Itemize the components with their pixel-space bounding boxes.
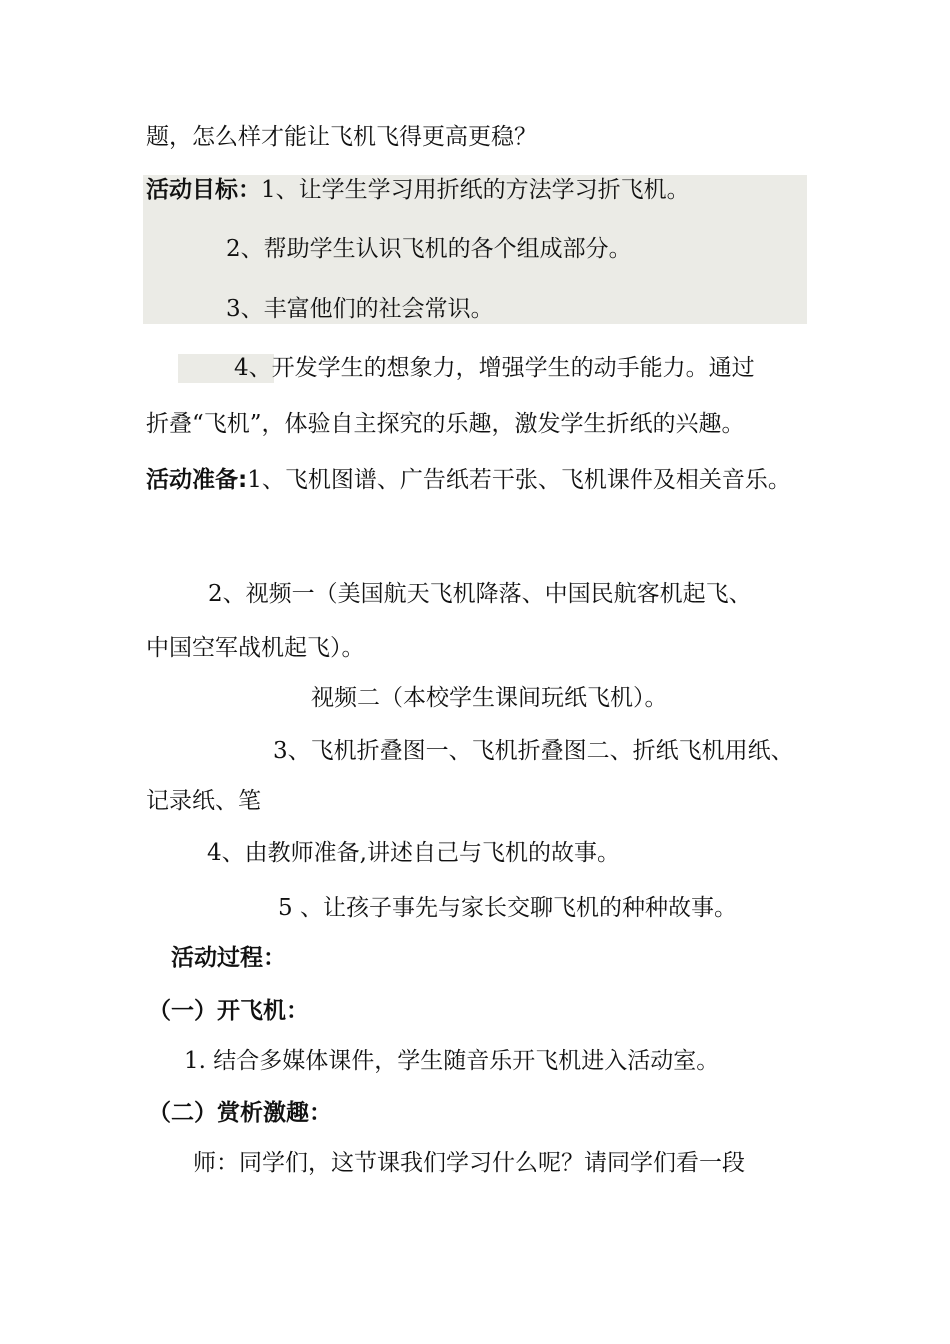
process-heading: 活动过程： — [171, 945, 286, 971]
goal-item-2: 2、帮助学生认识飞机的各个组成部分。 — [226, 236, 632, 262]
section-1-heading: （一）开飞机： — [148, 998, 309, 1024]
goals-heading: 活动目标： — [146, 177, 261, 203]
prep-item-5: 5 、让孩子事先与家长交聊飞机的种种故事。 — [278, 895, 737, 921]
goals-line-1 — [146, 174, 690, 206]
prep-item-2: 2、视频一（美国航天飞机降落、中国民航客机起飞、 — [208, 581, 752, 607]
text-line-1: 题，怎么样才能让飞机飞得更高更稳？ — [146, 124, 537, 150]
prep-item-2-cont: 中国空军战机起飞）。 — [146, 635, 365, 661]
prep-item-3: 3、飞机折叠图一、飞机折叠图二、折纸飞机用纸、 — [273, 738, 794, 764]
goal-item-3: 3、丰富他们的社会常识。 — [226, 296, 494, 322]
goal-item-4-cont: 折叠“飞机”，体验自主探究的乐趣，激发学生折纸的兴趣。 — [146, 411, 745, 437]
section-2-heading: （二）赏析激趣： — [148, 1100, 332, 1126]
section-2-text: 师：同学们，这节课我们学习什么呢？请同学们看一段 — [193, 1150, 745, 1176]
prep-item-2-video2: 视频二（本校学生课间玩纸飞机）。 — [311, 685, 668, 711]
prep-item-1: 1、飞机图谱、广告纸若干张、飞机课件及相关音乐。 — [247, 467, 791, 493]
prep-item-3-cont: 记录纸、笔 — [146, 788, 261, 814]
goal-item-4: 4、开发学生的想象力，增强学生的动手能力。通过 — [234, 355, 755, 381]
prep-line-1 — [146, 464, 791, 496]
prep-heading: 活动准备: — [146, 467, 248, 493]
section-1-text: 1. 结合多媒体课件，学生随音乐开飞机进入活动室。 — [184, 1048, 720, 1074]
prep-item-4: 4、由教师准备,讲述自己与飞机的故事。 — [207, 840, 620, 866]
goal-item-1: 1、让学生学习用折纸的方法学习折飞机。 — [261, 177, 690, 203]
